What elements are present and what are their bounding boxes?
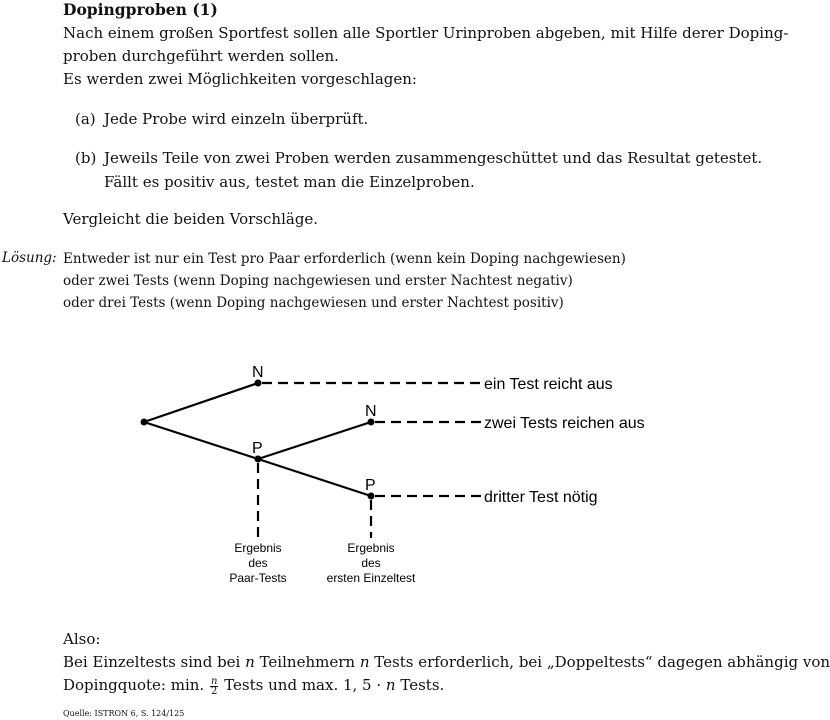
math-variable-n: n (385, 676, 396, 694)
fraction-denominator: 2 (211, 685, 218, 697)
conclusion-text-5: Tests und max. 1, 5 · (224, 676, 382, 694)
branch-p1-to-p2 (258, 459, 371, 496)
problem-title: Dopingproben (1) (63, 0, 218, 19)
caption-left-1: Ergebnis (234, 541, 282, 555)
conclusion-line-2 (63, 674, 444, 696)
outcome-1: ein Test reicht aus (484, 376, 613, 393)
conclusion-text-4: Dopingquote: min. (63, 676, 205, 694)
math-variable-n: n (245, 653, 255, 671)
intro-line-3: Es werden zwei Möglichkeiten vorgeschlagen: (63, 70, 417, 88)
caption-right-1: Ergebnis (347, 541, 395, 555)
label-p1: P (252, 440, 263, 457)
compare-instruction: Vergleicht die beiden Vorschläge. (63, 210, 319, 228)
caption-right-2: des (361, 556, 381, 570)
conclusion-text-1: Bei Einzeltests sind bei (63, 653, 241, 671)
option-a-marker: (a) (75, 110, 96, 128)
option-b-text-line-1: Jeweils Teile von zwei Proben werden zusammengeschüttet und das Resultat getestet. (104, 149, 763, 167)
caption-left-2: des (248, 556, 268, 570)
solution-label: Lösung: (2, 250, 57, 266)
math-variable-n: n (359, 653, 370, 671)
caption-right-3: ersten Einzeltest (326, 571, 416, 585)
option-b-text-line-2: Fällt es positiv aus, testet man die Einzelproben. (104, 173, 475, 191)
label-n2: N (365, 403, 377, 420)
conclusion-text-2: Teilnehmern (259, 653, 356, 671)
branch-root-to-n1 (144, 383, 258, 422)
outcome-3: dritter Test nötig (484, 489, 598, 506)
fraction-numerator: n (210, 675, 218, 687)
option-a-text: Jede Probe wird einzeln überprüft. (104, 110, 369, 128)
branch-p1-to-n2 (258, 422, 371, 459)
conclusion-line-1 (63, 651, 830, 673)
solution-line-1: Entweder ist nur ein Test pro Paar erforderlich (wenn kein Doping nachgewiesen) (63, 251, 626, 267)
source-note: Quelle: ISTRON 6, S. 124/125 (63, 709, 185, 718)
solution-line-3: oder drei Tests (wenn Doping nachgewiesen und erster Nachtest positiv) (63, 295, 564, 311)
also-label: Also: (63, 630, 101, 648)
root-node (141, 419, 148, 426)
label-p2: P (365, 477, 376, 494)
conclusion-text-3: Tests erforderlich, bei „Doppeltests“ dagegen abhängig von (374, 653, 830, 671)
option-b-marker: (b) (75, 149, 97, 167)
caption-left-3: Paar-Tests (229, 571, 287, 585)
fraction-n-over-2 (210, 677, 218, 696)
conclusion-text-6: Tests. (400, 676, 445, 694)
outcome-2: zwei Tests reichen aus (484, 415, 645, 432)
solution-line-2: oder zwei Tests (wenn Doping nachgewiesen und erster Nachtest negativ) (63, 273, 573, 289)
branch-root-to-p1 (144, 422, 258, 459)
intro-line-1: Nach einem großen Sportfest sollen alle Sportler Urinproben abgeben, mit Hilfe derer Doping- (63, 24, 789, 42)
label-n1: N (252, 364, 264, 381)
intro-line-2: proben durchgeführt werden sollen. (63, 47, 339, 65)
